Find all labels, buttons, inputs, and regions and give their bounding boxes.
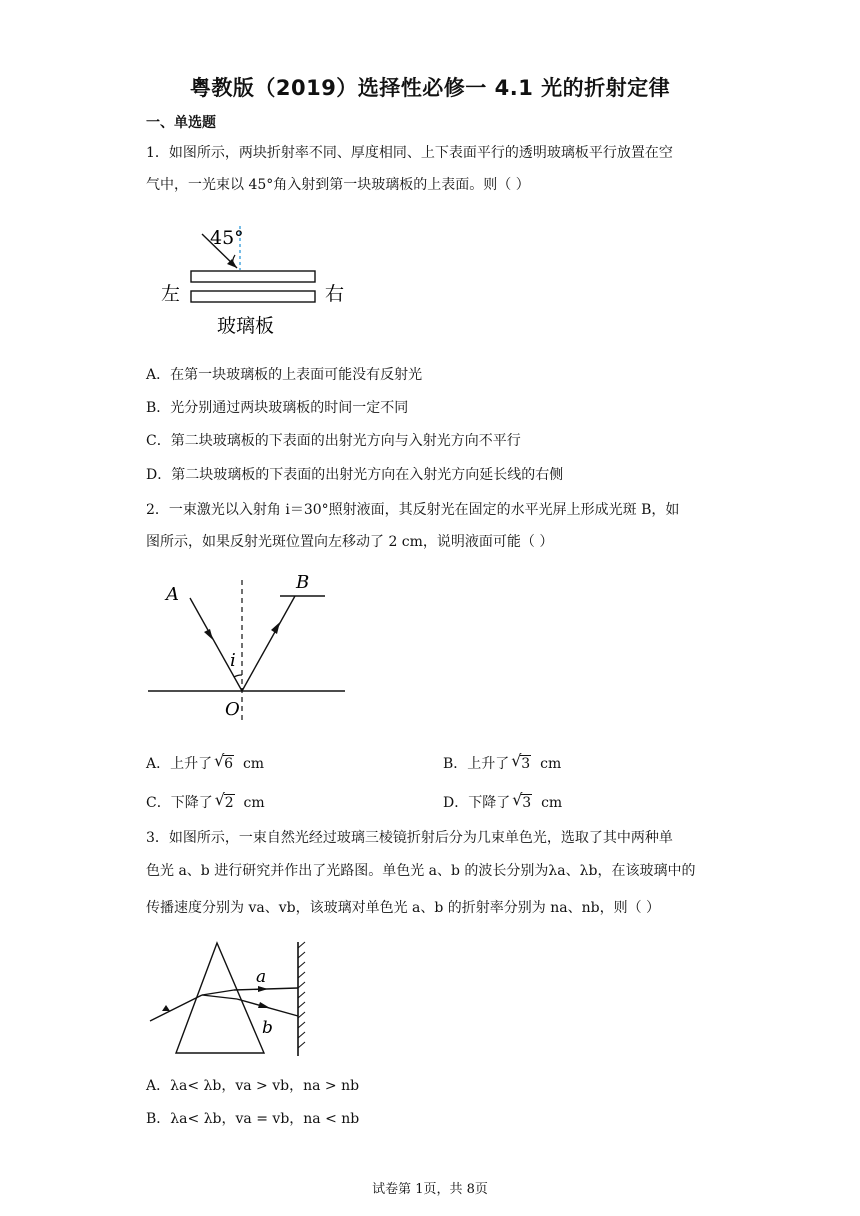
q2-stem-line1: 2．一束激光以入射角 i＝30°照射液面，其反射光在固定的水平光屏上形成光斑 B，如 (146, 502, 680, 518)
q3-incident-arrow-icon (162, 1005, 170, 1011)
q3-option-a: A．λa< λb，va > vb，na > nb (146, 1078, 360, 1094)
q3-stem-line3: 传播速度分别为 va、vb，该玻璃对单色光 a、b 的折射率分别为 na、nb，则（ ） (146, 900, 661, 916)
q2-option-c-unit: cm (243, 795, 265, 811)
q2-option-d-prefix: D．下降了 (443, 795, 511, 811)
q1-right-label: 右 (325, 283, 345, 305)
q2-option-a-unit: cm (242, 756, 265, 772)
q2-option-a (146, 751, 265, 774)
q2-option-d-unit: cm (541, 795, 563, 811)
q3-label-a: a (256, 967, 267, 987)
page-title: 粤教版（2019）选择性必修一 4.1 光的折射定律 (189, 76, 671, 100)
q3-stem-line1: 3．如图所示，一束自然光经过玻璃三棱镜折射后分为几束单色光，选取了其中两种单 (146, 830, 673, 846)
q2-option-d (443, 790, 563, 813)
q3-inner-ray-a (202, 990, 234, 995)
q3-ray-b-arrow-icon (258, 1002, 270, 1008)
q2-option-c-prefix: C．下降了 (146, 795, 213, 811)
q2-option-a-radicand: 6 (224, 756, 234, 772)
q3-option-b: B．λa< λb，va = vb，na < nb (146, 1111, 360, 1127)
q1-stem-line2: 气中，一光束以 45°角入射到第一块玻璃板的上表面。则（ ） (146, 177, 530, 193)
q1-option-d: D．第二块玻璃板的下表面的出射光方向在入射光方向延长线的右侧 (146, 467, 564, 483)
q3-incident-ray (150, 995, 202, 1021)
q2-stem-line2: 图所示，如果反射光斑位置向左移动了 2 cm，说明液面可能（ ） (146, 534, 554, 550)
q1-option-b: B．光分别通过两块玻璃板的时间一定不同 (146, 400, 409, 416)
q1-option-a: A．在第一块玻璃板的上表面可能没有反射光 (146, 367, 423, 383)
q1-option-c: C．第二块玻璃板的下表面的出射光方向与入射光方向不平行 (146, 433, 521, 449)
q1-stem-line1: 1．如图所示，两块折射率不同、厚度相同、上下表面平行的透明玻璃板平行放置在空 (146, 145, 673, 161)
q1-figure-glass-plates (155, 222, 355, 342)
q2-label-a: A (166, 584, 179, 605)
page-footer: 试卷第 1页，共 8页 (372, 1182, 488, 1197)
q3-figure-prism (140, 938, 330, 1063)
section-heading: 一、单选题 (146, 115, 216, 131)
q2-angle-arc (234, 675, 242, 677)
q2-incident-arrow-icon (204, 629, 213, 640)
q1-caption: 玻璃板 (217, 315, 275, 337)
q2-option-b-unit: cm (540, 756, 562, 772)
q1-glass-plate-bottom (191, 291, 315, 302)
q2-reflected-ray (242, 596, 295, 691)
q2-option-b (443, 751, 562, 774)
sqrt-symbol: √ 2 (214, 790, 234, 811)
sqrt-symbol: √ 3 (512, 790, 532, 811)
q2-option-a-prefix: A．上升了 (146, 756, 213, 772)
q3-inner-ray-b (202, 995, 237, 999)
q2-option-c-radicand: 2 (224, 795, 234, 811)
q1-angle-label: 45° (210, 227, 244, 249)
q2-label-b: B (296, 572, 310, 593)
q2-reflected-arrow-icon (271, 622, 280, 634)
sqrt-symbol: √ 6 (214, 751, 234, 772)
q1-glass-plate-top (191, 271, 315, 282)
q2-label-o: O (225, 699, 240, 720)
q3-label-b: b (262, 1018, 273, 1038)
q2-option-b-prefix: B．上升了 (443, 756, 510, 772)
q1-left-label: 左 (161, 283, 181, 305)
q3-prism (176, 943, 267, 1053)
q3-stem-line2: 色光 a、b 进行研究并作出了光路图。单色光 a、b 的波长分别为λa、λb，在该玻璃中的 (146, 863, 696, 879)
q2-option-c (146, 790, 265, 813)
q2-figure-reflection (140, 568, 355, 728)
sqrt-symbol: √ 3 (511, 751, 531, 772)
q2-option-d-radicand: 3 (522, 795, 532, 811)
q2-option-b-radicand: 3 (521, 756, 531, 772)
q2-label-i: i (230, 650, 236, 671)
